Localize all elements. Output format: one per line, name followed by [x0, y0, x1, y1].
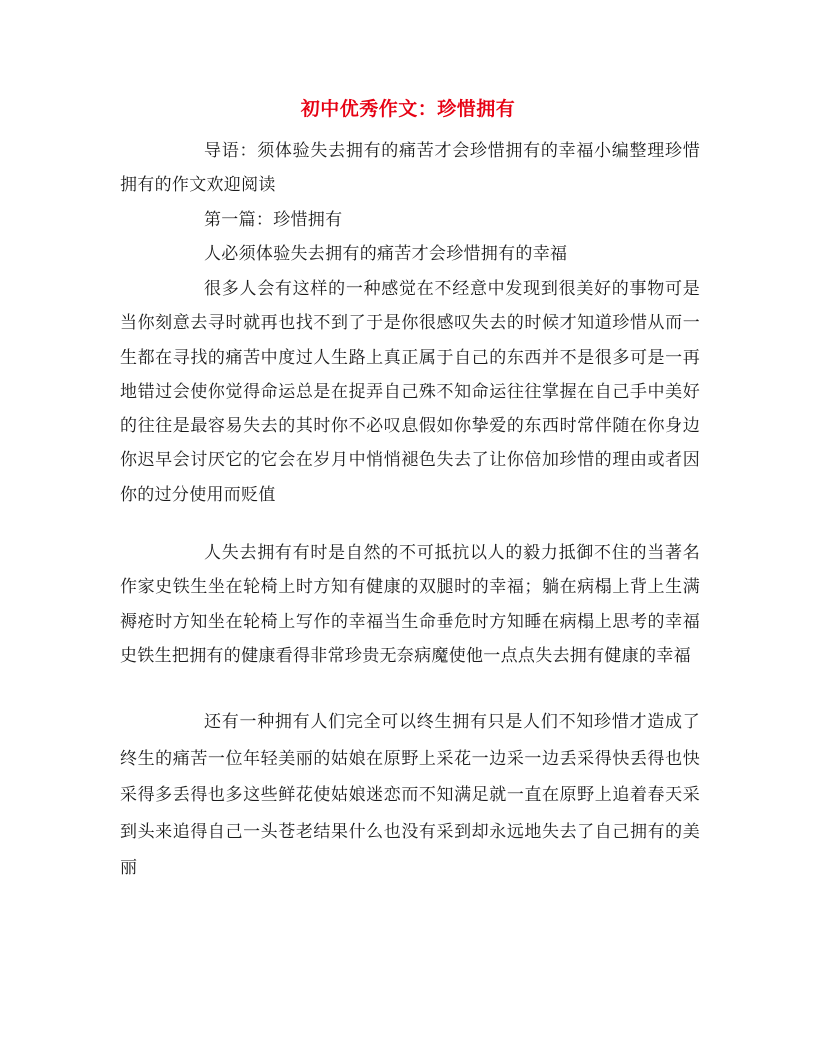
body-paragraph: 很多人会有这样的一种感觉在不经意中发现到很美好的事物可是当你刻意去寻时就再也找不到了于是你很感叹失去的时候才知道珍惜从而一生都在寻找的痛苦中度过人生路上真正属于自己的东西并不是很多可是一再地错过会使你觉得命运总是在捉弄自己殊不知命运往往掌握在自己手中美好的往往是最容易失去的其时你不必叹息假如你挚爱的东西时常伴随在你身边你迟早会讨厌它的它会在岁月中悄悄褪色失去了让你倍加珍惜的理由或者因你的过分使用而贬值 [120, 279, 700, 505]
body-paragraph: 人失去拥有有时是自然的不可抵抗以人的毅力抵御不住的当著名作家史铁生坐在轮椅上时方知有健康的双腿时的幸福；躺在病榻上背上生满褥疮时方知坐在轮椅上写作的幸福当生命垂危时方知睡在病榻上思考的幸福史铁生把拥有的健康看得非常珍贵无奈病魔使他一点点失去拥有健康的幸福 [120, 543, 700, 666]
thesis-line: 人必须体验失去拥有的痛苦才会珍惜拥有的幸福 [204, 244, 568, 264]
intro-paragraph: 导语：须体验失去拥有的痛苦才会珍惜拥有的幸福小编整理珍惜拥有的作文欢迎阅读 [120, 141, 700, 196]
section-heading: 第一篇：珍惜拥有 [204, 210, 343, 230]
page-title: 初中优秀作文：珍惜拥有 [300, 98, 516, 120]
body-paragraph: 还有一种拥有人们完全可以终生拥有只是人们不知珍惜才造成了终生的痛苦一位年轻美丽的姑娘在原野上采花一边采一边丢采得快丢得也快采得多丢得也多这些鲜花使姑娘迷恋而不知满足就一直在原野上追着春天采到头来追得自己一头苍老结果什么也没有采到却永远地失去了自己拥有的美丽 [120, 712, 700, 878]
